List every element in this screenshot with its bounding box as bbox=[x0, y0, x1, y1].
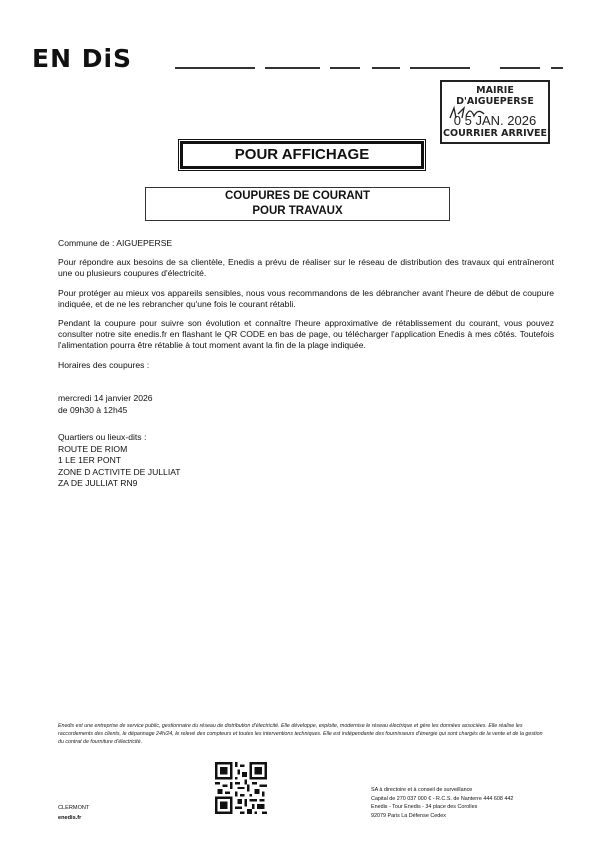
notice-body bbox=[58, 238, 554, 379]
outage-time: de 09h30 à 12h45 bbox=[58, 404, 128, 415]
company-line: 92079 Paris La Défense Cedex bbox=[371, 812, 446, 819]
schedule-block bbox=[58, 393, 153, 416]
quartier-item: ROUTE DE RIOM bbox=[58, 443, 128, 454]
footer-site-link[interactable]: enedis.fr bbox=[58, 815, 82, 821]
footer-city: CLERMONT bbox=[58, 805, 90, 811]
coupures-title-line1: COUPURES DE COURANT bbox=[224, 190, 371, 202]
coupures-title-box bbox=[145, 187, 450, 221]
stamp-mairie: MAIRIE D'AIGUEPERSE bbox=[456, 85, 534, 107]
quartiers-block bbox=[58, 432, 181, 490]
footer-company-info bbox=[371, 786, 513, 820]
reception-stamp bbox=[440, 80, 550, 144]
quartier-item: 1 LE 1ER PONT bbox=[58, 455, 122, 465]
pour-affichage-title: POUR AFFICHAGE bbox=[180, 141, 424, 169]
company-line: Capital de 270 037 000 € - R.C.S. de Nanterre 444 608 442 bbox=[371, 795, 514, 802]
coupures-title-line2: POUR TRAVAUX bbox=[252, 205, 343, 217]
logo-divider bbox=[410, 67, 470, 69]
outage-date: mercredi 14 janvier 2026 bbox=[58, 393, 153, 403]
enedis-logo: EN DiS bbox=[32, 44, 133, 73]
quartier-item: ZA DE JULLIAT RN9 bbox=[58, 478, 138, 488]
signature-scribble bbox=[448, 104, 488, 122]
quartiers-label: Quartiers ou lieux-dits : bbox=[58, 432, 147, 442]
stamp-courrier: COURRIER ARRIVEE bbox=[443, 128, 547, 139]
logo-divider bbox=[551, 67, 563, 69]
paragraph: Pour répondre aux besoins de sa clientèle, Enedis a prévu de réaliser sur le réseau de distribution des travaux qui entraîneront une ou plusieurs coupures d'électricité. bbox=[58, 257, 554, 279]
paragraph: Pour protéger au mieux vos appareils sensibles, nous vous recommandons de les débrancher avant l'heure de début de coupure indiquée, et de ne les rebrancher qu'une fois le courant rétabli. bbox=[58, 287, 554, 309]
quartier-item: ZONE D ACTIVITE DE JULLIAT bbox=[58, 466, 181, 477]
logo-divider bbox=[175, 67, 255, 69]
logo-divider bbox=[500, 67, 540, 69]
commune-line: Commune de : AIGUEPERSE bbox=[58, 238, 173, 248]
footer-legal-text: Enedis est une entreprise de service public, gestionnaire du réseau de distribution d'électricité. Elle développe, exploite, modernise le réseau électrique et gère les données associées. Elle réalise les raccordements des clients, le dépannage 24h/24, le relevé des compteurs et toutes les interventions techniques. Elle est indépendante des fournisseurs d'énergie qui sont chargés de la vente et de la gestion du contrat de fourniture d'électricité. bbox=[58, 723, 543, 745]
qr-code[interactable] bbox=[215, 762, 267, 814]
logo-divider bbox=[265, 67, 320, 69]
horaires-label: Horaires des coupures : bbox=[58, 359, 150, 370]
logo-divider bbox=[330, 67, 360, 69]
stamp-date: 0 5 JAN. 2026 bbox=[453, 113, 537, 128]
footer-left bbox=[58, 803, 89, 823]
company-line: SA à directoire et à conseil de surveillance bbox=[371, 787, 473, 793]
paragraph: Pendant la coupure pour suivre son évolution et connaître l'heure approximative de rétablissement du courant, vous pouvez consulter notre site enedis.fr en flashant le QR CODE en bas de page, ou télécharger l'application Enedis à mes côtés. Toutefois l'alimentation pourra être rétablie à tout moment avant la fin de la plage indiquée. bbox=[58, 318, 554, 351]
company-line: Enedis - Tour Enedis - 34 place des Corolles bbox=[371, 804, 478, 811]
logo-divider bbox=[372, 67, 400, 69]
